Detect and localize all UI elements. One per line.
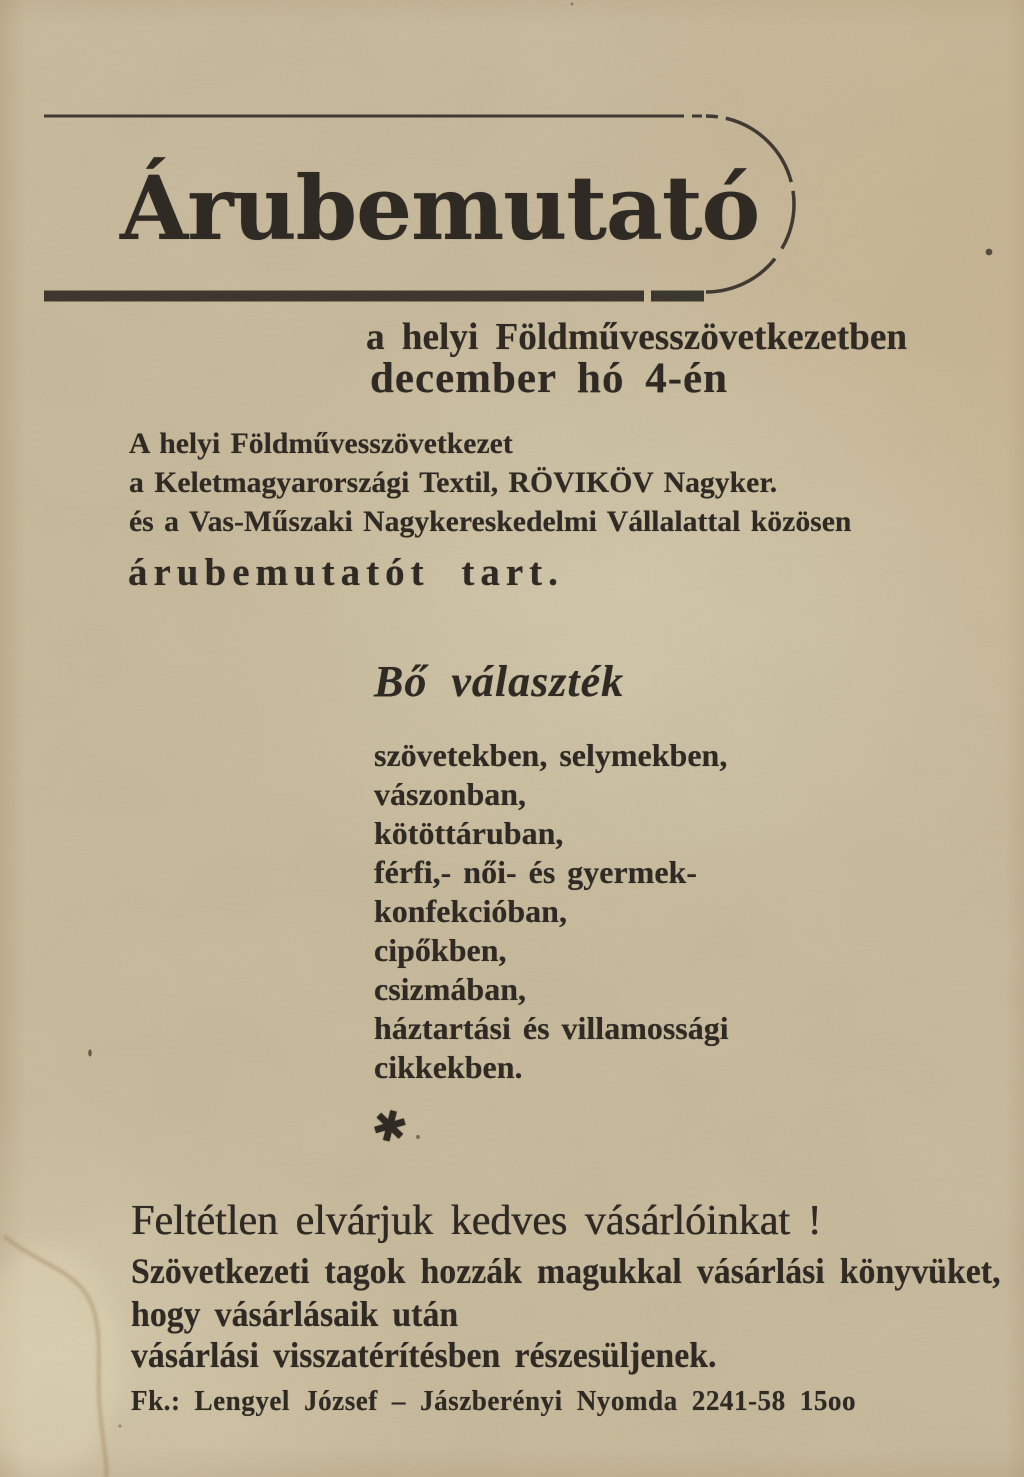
selection-item: cipőkben, — [374, 932, 507, 968]
imprint-line: Fk.: Lengyel József – Jászberényi Nyomda 2241-58 15oo — [131, 1386, 857, 1417]
organizers-line: a Keletmagyarországi Textil, RÖVIKÖV Nagyker. — [129, 466, 778, 499]
selection-item: csizmában, — [374, 971, 526, 1007]
speck — [986, 249, 993, 256]
selection-item: szövetekben, selymekben, — [374, 737, 728, 773]
organizers-line: és a Vas-Műszaki Nagykereskedelmi Vállalattal közösen — [129, 505, 852, 538]
selection-item: kötöttáruban, — [374, 815, 564, 851]
asterisk-ornament-icon: ✱ — [366, 1098, 413, 1155]
organizers-line: A helyi Földművesszövetkezet — [129, 427, 513, 460]
dateline-date: december hó 4-én — [370, 355, 729, 402]
speck — [416, 1135, 420, 1139]
selection-item: férfi,- női- és gyermek- — [374, 854, 697, 890]
speck — [118, 1424, 121, 1427]
poster-title: Árubemutató — [120, 156, 760, 260]
speck — [88, 1049, 92, 1056]
closing-line: hogy vásárlásaik után — [131, 1294, 459, 1334]
speck — [571, 3, 574, 6]
dateline-location: a helyi Földművesszövetkezetben — [366, 316, 908, 358]
closing-heading: Feltétlen elvárjuk kedves vásárlóinkat ! — [131, 1198, 822, 1244]
event-statement: árubemutatót tart. — [128, 551, 564, 594]
selection-heading: Bő választék — [374, 657, 625, 706]
selection-item: konfekcióban, — [374, 893, 567, 929]
closing-line: Szövetkezeti tagok hozzák magukkal vásárlási könyvüket, — [131, 1251, 1001, 1291]
selection-item: háztartási és villamossági — [374, 1010, 729, 1046]
organizers-paragraph — [129, 424, 851, 541]
closing-line: vásárlási visszatérítésben részesüljenek. — [131, 1335, 717, 1375]
selection-item: cikkekben. — [374, 1049, 523, 1085]
selection-list — [374, 736, 729, 1087]
worn-patch — [0, 1245, 121, 1475]
stain-crease — [4, 1236, 106, 1477]
selection-item: vászonban, — [374, 776, 527, 812]
